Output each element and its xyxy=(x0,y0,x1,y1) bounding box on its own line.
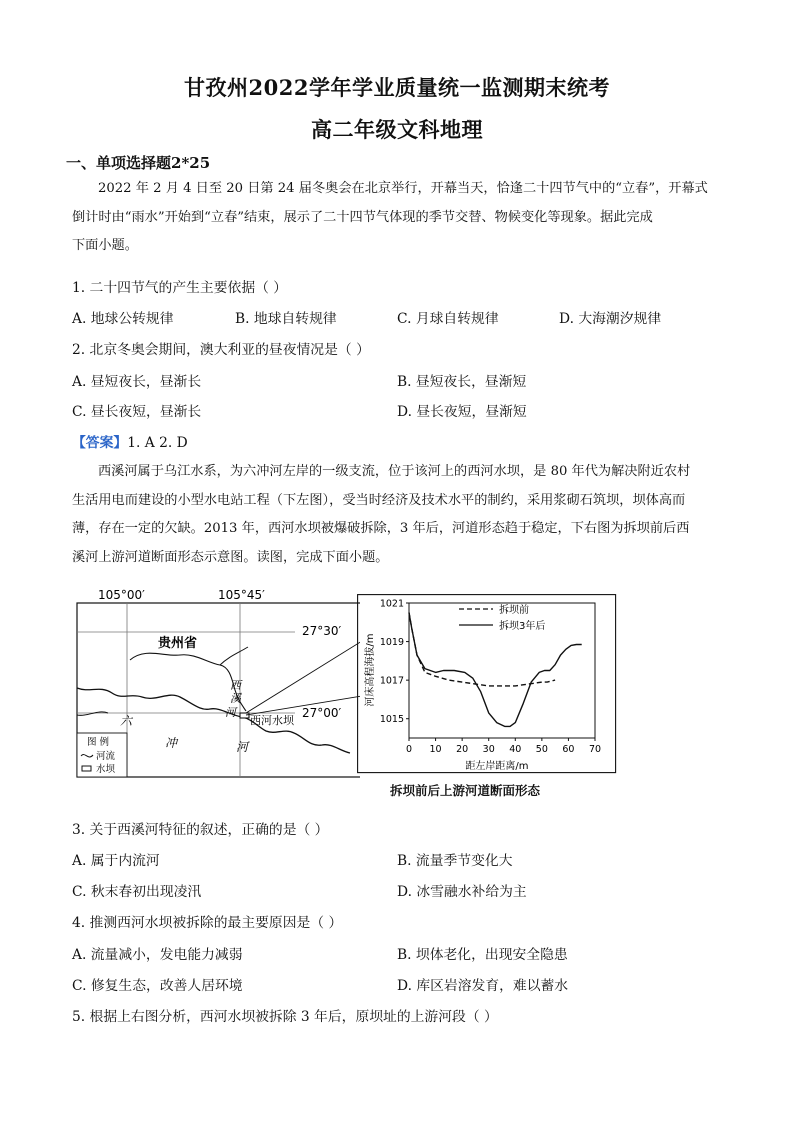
location-map xyxy=(70,585,360,780)
y-tick-label: 1019 xyxy=(379,637,404,649)
legend-dam-symbol xyxy=(82,766,91,771)
q3-option-a: A. 属于内流河 xyxy=(72,853,160,869)
q3-option-d: D. 冰雪融水补给为主 xyxy=(397,884,527,900)
intro1-line2: 倒计时由“雨水”开始到“立春”结束，展示了二十四节气体现的季节交替、物候变化等现象。据此完成 xyxy=(72,209,653,225)
pointer-line-top xyxy=(246,641,360,713)
xixi-river-line xyxy=(130,653,246,711)
question-5-stem: 5. 根据上右图分析，西河水坝被拆除 3 年后，原坝址的上游河段（ ） xyxy=(72,1009,498,1025)
y-tick-label: 1015 xyxy=(379,714,404,726)
lon-label-left: 105°00′ xyxy=(98,588,145,602)
legend-title: 图 例 xyxy=(87,737,110,748)
page-title: 甘孜州2022学年学业质量统一监测期末统考 xyxy=(184,75,610,100)
liuchong-label-1: 六 xyxy=(120,714,133,728)
x-tick-label: 50 xyxy=(535,744,548,755)
legend-river-label: 河流 xyxy=(96,751,116,762)
legend-entry: 拆坝前 xyxy=(499,605,529,616)
q4-option-a: A. 流量减小，发电能力减弱 xyxy=(72,947,243,963)
lat-label-bottom: 27°00′ xyxy=(302,706,342,720)
answer-text: 1. A 2. D xyxy=(127,435,188,451)
q4-option-d: D. 库区岩溶发育，难以蓄水 xyxy=(397,978,569,994)
branch-river-line xyxy=(77,712,108,715)
liuchong-label-2: 冲 xyxy=(165,736,178,750)
x-tick-label: 60 xyxy=(562,744,575,755)
y-tick-label: 1017 xyxy=(379,675,404,687)
figure-caption: 拆坝前后上游河道断面形态 xyxy=(390,783,541,798)
intro1-line3: 下面小题。 xyxy=(72,238,138,253)
legend-entry: 拆坝3年后 xyxy=(499,621,546,632)
q3-option-b: B. 流量季节变化大 xyxy=(397,853,513,869)
q1-option-a: A. 地球公转规律 xyxy=(72,311,174,327)
intro-passage-1 xyxy=(72,175,732,261)
dam-label: 西河水坝 xyxy=(250,714,294,727)
q3-option-c: C. 秋末春初出现凌汛 xyxy=(72,884,202,900)
x-tick-label: 30 xyxy=(482,744,495,755)
x-tick-label: 70 xyxy=(588,744,602,755)
intro2-line4: 溪河上游河道断面形态示意图。读图，完成下面小题。 xyxy=(72,549,389,565)
page-subtitle: 高二年级文科地理 xyxy=(311,117,483,142)
q4-option-c: C. 修复生态，改善人居环境 xyxy=(72,978,243,994)
q1-option-d: D. 大海潮汐规律 xyxy=(559,311,662,327)
q2-option-a: A. 昼短夜长，昼渐长 xyxy=(72,374,202,390)
legend-dam-label: 水坝 xyxy=(96,764,116,775)
question-2-stem: 2. 北京冬奥会期间，澳大利亚的昼夜情况是（ ） xyxy=(72,342,370,358)
liuchong-label-3: 河 xyxy=(236,740,249,754)
dam-marker xyxy=(240,713,249,718)
answer-line xyxy=(72,431,188,451)
y-tick-label: 1021 xyxy=(379,598,404,610)
q4-option-b: B. 坝体老化，出现安全隐患 xyxy=(397,947,568,963)
lat-label-top: 27°30′ xyxy=(302,624,342,638)
xixi-label-3: 河 xyxy=(225,706,236,719)
intro1-line1: 2022 年 2 月 4 日至 20 日第 24 届冬奥会在北京举行，开幕当天，恰逢二十四节气中的“立春”，开幕式 xyxy=(98,181,708,196)
x-tick-label: 0 xyxy=(405,744,413,755)
x-axis-label: 距左岸距离/m xyxy=(465,761,529,772)
q1-option-b: B. 地球自转规律 xyxy=(235,311,337,327)
y-axis-label: 河床高程海拔/m xyxy=(365,633,376,707)
section-heading: 一、单项选择题2*25 xyxy=(66,154,211,172)
x-tick-label: 40 xyxy=(509,744,522,755)
q1-option-c: C. 月球自转规律 xyxy=(397,311,499,327)
intro2-line1: 西溪河属于乌江水系，为六冲河左岸的一级支流，位于该河上的西河水坝，是 80 年代为解决附近农村 xyxy=(98,464,691,479)
question-3-stem: 3. 关于西溪河特征的叙述，正确的是（ ） xyxy=(72,822,329,838)
xixi-label-2: 溪 xyxy=(230,692,241,705)
series-line-after-dam-removal xyxy=(409,613,582,727)
q2-option-c: C. 昼长夜短，昼渐长 xyxy=(72,404,202,420)
section-chart xyxy=(357,594,617,774)
q2-option-d: D. 昼长夜短，昼渐短 xyxy=(397,404,527,420)
tributary-line xyxy=(220,647,248,665)
intro-passage-2 xyxy=(72,458,732,572)
intro2-line2: 生活用电而建设的小型水电站工程（下左图），受当时经济及技术水平的制约，采用浆砌石筑坝，坝体高而 xyxy=(72,492,686,508)
question-1-stem: 1. 二十四节气的产生主要依据（ ） xyxy=(72,280,288,296)
intro2-line3: 薄，存在一定的欠缺。2013 年，西河水坝被爆破拆除，3 年后，河道形态趋于稳定，下右图为拆坝前后西 xyxy=(72,521,690,536)
x-tick-label: 10 xyxy=(429,744,442,755)
question-4-stem: 4. 推测西河水坝被拆除的最主要原因是（ ） xyxy=(72,915,343,931)
q2-option-b: B. 昼短夜长，昼渐短 xyxy=(397,374,527,390)
lon-label-right: 105°45′ xyxy=(218,588,265,602)
answer-label: 【答案】 xyxy=(72,435,128,451)
x-tick-label: 20 xyxy=(456,744,469,755)
xixi-label-1: 西 xyxy=(230,679,241,692)
province-label: 贵州省 xyxy=(158,636,198,651)
